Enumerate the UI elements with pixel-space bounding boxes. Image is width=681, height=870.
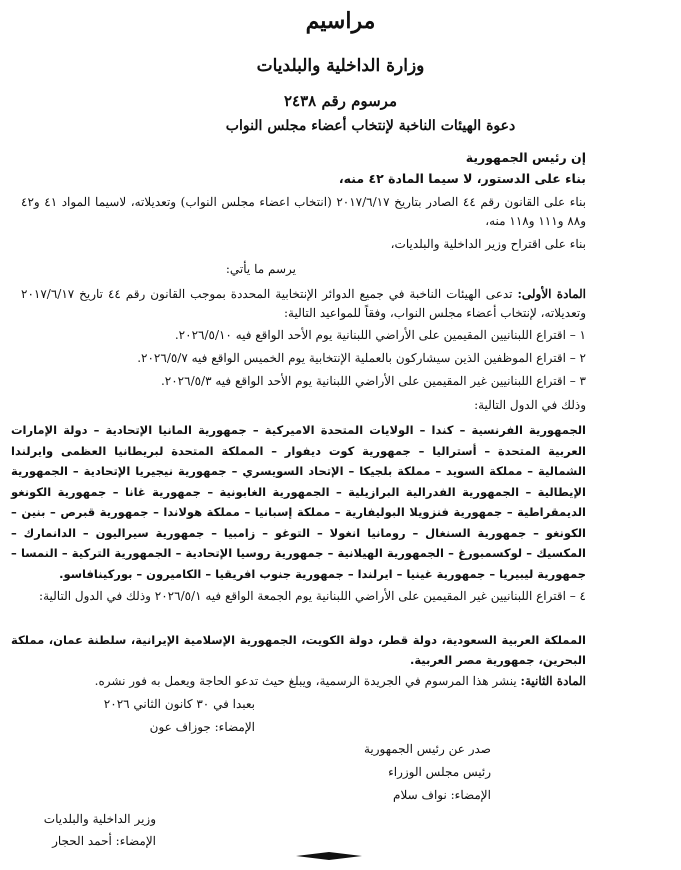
ministry-title: وزارة الداخلية والبلديات: [256, 56, 425, 76]
article-one-label: المادة الأولى:: [517, 287, 586, 301]
section-title: مراسيم: [305, 8, 376, 34]
schedule-item-1: ١ – اقتراع اللبنانيين المقيمين على الأراضي اللبنانية يوم الأحد الواقع فيه ٢٠٢٦/٥/١٠.: [174, 328, 586, 342]
minister-title: وزير الداخلية والبلديات: [43, 812, 156, 826]
article-two-text: ينشر هذا المرسوم في الجريدة الرسمية، ويبلغ حيث تدعو الحاجة ويعمل به فور نشره.: [94, 674, 521, 688]
schedule-item-3: ٣ – اقتراع اللبنانيين غير المقيمين على الأراضي اللبنانية يوم الأحد الواقع فيه ٢٠٢٦/٥/٣.: [160, 374, 586, 388]
countries-list-gulf: المملكة العربية السعودية، دولة قطر، دولة الكويت، الجمهورية الإسلامية الإيرانية، سلطنة عمان، مملكة البحرين، جمهورية مصر العربية.: [11, 633, 586, 667]
signing-date: بعبدا في ٣٠ كانون الثاني ٢٠٢٦: [103, 697, 255, 711]
article-one-paragraph: [21, 285, 586, 323]
article-two-label: المادة الثانية:: [520, 674, 586, 688]
proposal-line: بناء على اقتراح وزير الداخلية والبلديات،: [390, 237, 586, 251]
minister-signature: الإمضاء: أحمد الحجار: [52, 834, 156, 848]
decree-title: دعوة الهيئات الناخبة لإنتخاب أعضاء مجلس النواب: [225, 118, 516, 134]
issued-by-line: صدر عن رئيس الجمهورية: [363, 742, 491, 756]
article-one-text: تدعى الهيئات الناخبة في جميع الدوائر الإنتخابية المحددة بموجب القانون رقم ٤٤ تاريخ ٢٠١٧/٦/١٧ وتعديلاته، لإنتخاب أعضاء مجلس النواب، وفقاً للمواعيد التالية:: [21, 287, 586, 320]
decrees-line: يرسم ما يأتي:: [225, 262, 296, 276]
law-basis-paragraph: بناء على القانون رقم ٤٤ الصادر بتاريخ ٢٠١٧/٦/١٧ (انتخاب اعضاء مجلس النواب) وتعديلاته، لاسيما المواد ٤١ و٤٢ و٨٨ و١١١ و١١٨ منه،: [21, 195, 586, 228]
countries-list: الجمهورية الفرنسية – كندا – الولايات المتحدة الاميركية – جمهورية المانيا الإتحادية – دولة الإمارات العربية المتحدة – أستراليا – جمهورية كوت ديفوار – المملكة المتحدة لبريطانيا العظمى وايرلندا الشمالية – مملكة السويد – مملكة بلجيكا – الإتحاد السويسري – جمهورية نيجيريا الإتحادية – الجمهورية الإيطالية – الجمهورية الفدرالية البرازيلية – الجمهورية الغابونية – جمهورية غانا – جمهورية الكونغو الديمقراطية – جمهورية فنزويلا البوليفارية – مملكة إسبانيا – مملكة هولاندا – جمهورية قبرص – بنين – الكونغو – جمهورية السنغال – رومانيا انغولا – التوغو – زامبيا – جمهورية سيراليون – الدانمارك – المكسيك – لوكسمبورغ – الجمهورية الهيلانية – جمهورية روسيا الإتحادية – الجمهورية التركية – النمسا – جمهورية ليبيريا – جمهورية غينيا – ايرلندا – جمهورية جنوب افريقيا – الكاميرون – بوركينافاسو.: [11, 423, 586, 581]
article-two-paragraph: [95, 674, 586, 688]
schedule-item-4: ٤ – اقتراع اللبنانيين غير المقيمين على الأراضي اللبنانية يوم الجمعة الواقع فيه ٢٠٢٦/٥/١ وذلك في الدول التالية:: [39, 589, 586, 603]
prime-minister-title: رئيس مجلس الوزراء: [388, 765, 491, 779]
president-signature: الإمضاء: جوزاف عون: [149, 720, 255, 734]
ornamental-divider: [296, 851, 362, 861]
countries-intro: وذلك في الدول التالية:: [474, 398, 586, 412]
constitution-line: بناء على الدستور، لا سيما المادة ٤٢ منه،: [338, 171, 586, 186]
prime-minister-signature: الإمضاء: نواف سلام: [393, 788, 491, 802]
issuer-line: إن رئيس الجمهورية: [465, 150, 586, 165]
schedule-item-2: ٢ – اقتراع الموظفين الذين سيشاركون بالعملية الإنتخابية يوم الخميس الواقع فيه ٢٠٢٦/٥/٧.: [137, 351, 586, 365]
decree-number: مرسوم رقم ٢٤٣٨: [284, 92, 397, 110]
